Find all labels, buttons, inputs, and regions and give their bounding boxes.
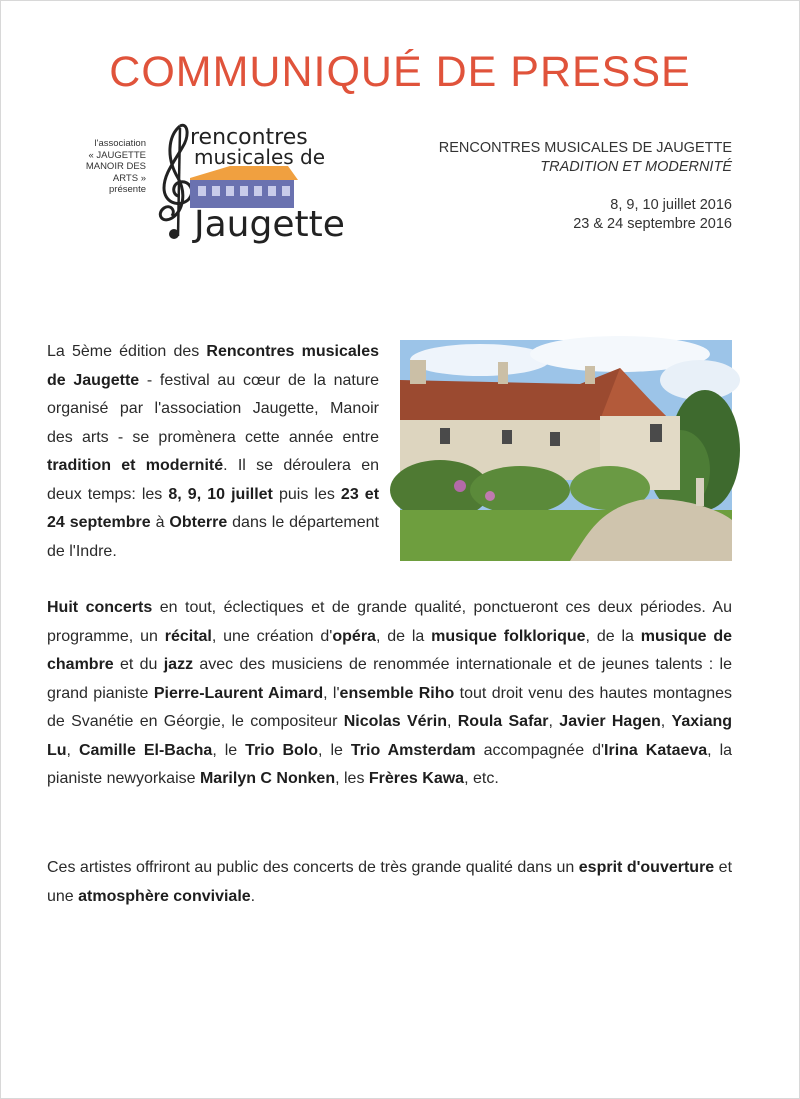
text-run: , de la: [375, 627, 432, 645]
bold-run: opéra: [332, 627, 376, 645]
text-run: . Il se déroulera en deux temps: les: [47, 457, 379, 503]
program-paragraph: [47, 594, 732, 794]
text-run: ,: [660, 713, 672, 730]
text-run: puis les: [272, 485, 341, 503]
association-line: l'association: [94, 138, 146, 149]
text-run: ,: [548, 713, 560, 730]
text-run: ,: [66, 741, 79, 759]
bold-run: Frères Kawa: [368, 770, 465, 787]
bold-run: Rencontres musicales de Jaugette: [47, 343, 379, 389]
date-line: 23 & 24 septembre 2016: [573, 216, 732, 232]
text-run: tout droit venu des hautes montagnes de Svanétie en Géorgie, le compositeur: [47, 684, 733, 730]
text-run: , une création d': [211, 627, 333, 645]
event-heading: [352, 139, 732, 177]
treble-clef-logo-icon: [150, 118, 345, 248]
association-credit: [60, 138, 146, 196]
manor-house-photo-icon: [400, 340, 732, 561]
bold-run: Camille El-Bacha: [78, 741, 213, 759]
event-subtitle: TRADITION ET MODERNITÉ: [540, 159, 732, 175]
event-name: RENCONTRES MUSICALES DE JAUGETTE: [438, 140, 732, 156]
event-dates: [432, 196, 732, 234]
bold-run: tradition et modernité: [47, 457, 224, 474]
bold-run: musique de chambre: [47, 627, 733, 673]
text-run: , de la: [585, 627, 641, 645]
bold-run: récital: [164, 627, 212, 645]
bold-run: Trio Amsterdam: [350, 741, 476, 759]
logo-text-musicales: musicales de: [194, 145, 326, 169]
date-line: 8, 9, 10 juillet 2016: [610, 197, 732, 213]
text-run: La 5ème édition des: [47, 343, 207, 360]
text-run: accompagnée d': [475, 741, 605, 759]
bold-run: 23 et 24 septembre: [47, 485, 380, 531]
logo-text-jaugette: Jaugette: [194, 204, 345, 245]
bold-run: Roula Safar: [457, 713, 549, 730]
logo-text-rencontres: rencontres: [190, 125, 308, 150]
closing-paragraph: [47, 854, 732, 911]
bold-run: Nicolas Vérin: [343, 713, 447, 730]
association-line: MANOIR DES ARTS »: [85, 161, 146, 184]
text-run: , le: [318, 741, 351, 759]
bold-run: esprit d'ouverture: [578, 859, 715, 876]
bold-run: musique folklorique: [431, 627, 586, 645]
text-run: dans le département de l'Indre.: [47, 514, 379, 560]
text-run: en tout, éclectiques et de grande qualité, ponctueront ces deux périodes. Au programme, un: [47, 599, 732, 645]
text-run: Ces artistes offriront au public des concerts de très grande qualité dans un: [47, 859, 579, 876]
bold-run: Yaxiang Lu: [47, 713, 733, 759]
intro-paragraph: [47, 338, 379, 566]
text-run: - festival au cœur de la nature organisé par l'association Jaugette, Manoir des arts - se promènera cette année entre: [47, 371, 380, 446]
bold-run: Javier Hagen: [559, 713, 661, 730]
bold-run: Irina Kataeva: [604, 741, 708, 759]
text-run: et une: [47, 859, 733, 905]
bold-run: Obterre: [169, 514, 228, 531]
text-run: , etc.: [464, 770, 499, 787]
bold-run: Trio Bolo: [245, 741, 319, 759]
bold-run: Pierre-Laurent Aimard: [153, 684, 324, 702]
bold-run: Marilyn C Nonken: [199, 770, 336, 787]
text-run: , le: [212, 741, 246, 759]
text-run: , la pianiste newyorkaise: [47, 741, 733, 787]
bold-run: jazz: [163, 656, 194, 673]
text-run: et du: [113, 656, 164, 673]
association-line: « JAUGETTE: [88, 149, 146, 161]
text-run: ,: [446, 713, 458, 730]
bold-run: atmosphère conviviale: [78, 887, 251, 905]
text-run: , les: [335, 770, 369, 787]
bold-run: Huit concerts: [47, 599, 153, 616]
bold-run: 8, 9, 10 juillet: [168, 485, 273, 503]
text-run: avec des musiciens de renommée internationale et de jeunes talents : le grand pianiste: [47, 656, 732, 702]
association-line: présente: [109, 184, 146, 195]
bold-run: ensemble Riho: [339, 684, 455, 702]
text-run: à: [150, 514, 170, 531]
text-run: .: [250, 887, 256, 905]
page-title: COMMUNIQUÉ DE PRESSE: [109, 48, 691, 96]
text-run: , l': [323, 684, 340, 702]
